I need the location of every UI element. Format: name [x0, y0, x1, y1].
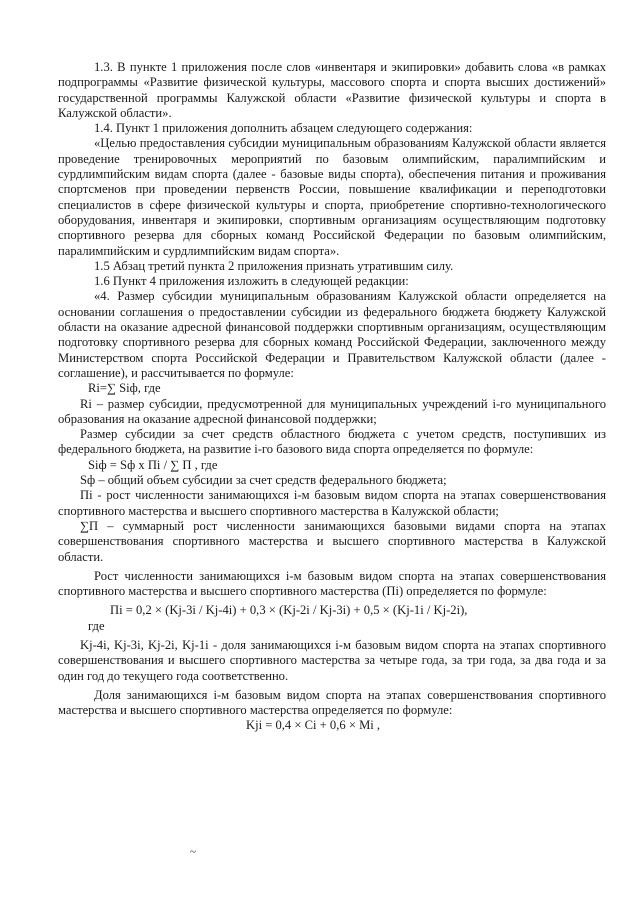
paragraph-1-4: 1.4. Пункт 1 приложения дополнить абзацем следующего содержания: [94, 121, 473, 136]
paragraph-growth: Рост численности занимающихся i-м базовым видом спорта на этапах совершенствования спортивного мастерства и высшего спортивного мастерства (Пi) определяется по формуле: [58, 568, 606, 599]
definition-ri: Ri – размер субсидии, предусмотренной для муниципальных учреждений i-го муниципального образования на оказание адресной финансовой поддержки; [58, 396, 606, 426]
paragraph-goal-quote: «Целью предоставления субсидии муниципальным образованиям Калужской области является проведение тренировочных мероприятий по базовым олимпийским, паралимпийским и сурдлимпийским видам спорта (далее - базовые виды спорта), обеспечения питания и проживания спортсменов при проведении первенств России, повышение квалификации и переподготовки специалистов в сфере физической культуры и спорта, приобретение спортивно-технологического оборудования, инвентаря и экипировки, спортивным организациям осуществляющим подготовку спортивного резерва для сборных команд Российской Федерации по базовым олимпийским, паралимпийским и сурдлимпийским видам спорта». [58, 136, 606, 258]
document-page [58, 60, 606, 734]
paragraph-share: Доля занимающихся i-м базовым видом спорта на этапах совершенствования спортивного мастерства и высшего спортивного мастерства определяется по формуле: [58, 687, 606, 718]
definition-sf: Sф – общий объем субсидии за счет средств федерального бюджета; [80, 473, 447, 488]
definition-sum-p: ∑П – суммарный рост численности занимающихся базовыми видами спорта на этапах совершенствования спортивного мастерства и высшего спортивного мастерства в Калужской области. [58, 518, 606, 564]
page-mark: ~ [190, 846, 196, 858]
paragraph-1-3: 1.3. В пункте 1 приложения после слов «инвентаря и экипировки» добавить слова «в рамках подпрограммы «Развитие физической культуры, массового спорта и спорта высших достижений» государственной программы Калужской области «Развитие физической культуры и спорта в Калужской области». [58, 60, 606, 120]
formula-sif: Siф = Sф х Пi / ∑ П , где [88, 457, 218, 472]
formula-ri: Ri=∑ Siф, где [88, 381, 161, 396]
paragraph-point-4: «4. Размер субсидии муниципальным образованиям Калужской области определяется на основании соглашения о предоставлении субсидии из федерального бюджета бюджету Калужской области на оказание адресной финансовой поддержки спортивным организациям, осуществляющим подготовку спортивного резерва для сборных команд Российской Федерации, заключенного между Министерством спорта Российской Федерации и Правительством Калужской области (далее - соглашение), и рассчитывается по формуле: [58, 289, 606, 380]
paragraph-1-6: 1.6 Пункт 4 приложения изложить в следующей редакции: [94, 274, 409, 289]
paragraph-1-5: 1.5 Абзац третий пункта 2 приложения признать утратившим силу. [94, 258, 454, 273]
formula-pi: Пi = 0,2 × (Kj-3i / Kj-4i) + 0,3 × (Kj-2i / Kj-3i) + 0,5 × (Kj-1i / Kj-2i), [110, 603, 468, 618]
formula-kji: Kji = 0,4 × Ci + 0,6 × Mi , [246, 718, 381, 733]
where-label: где [88, 618, 105, 633]
definition-pi: Пi - рост численности занимающихся i-м базовым видом спорта на этапах совершенствования спортивного мастерства и высшего спортивного мастерства в Калужской области; [58, 488, 606, 518]
paragraph-subsidy-size: Размер субсидии за счет средств областного бюджета с учетом средств, поступивших из федерального бюджета, на развитие i-го базового вида спорта определяется по формуле: [58, 427, 606, 457]
definition-k: Kj-4i, Kj-3i, Kj-2i, Kj-1i - доля занимающихся i-м базовым видом спорта на этапах спортивного совершенствования и высшего спортивного мастерства за четыре года, за три года, за два года и за один год до текущего года соответственно. [58, 637, 606, 683]
